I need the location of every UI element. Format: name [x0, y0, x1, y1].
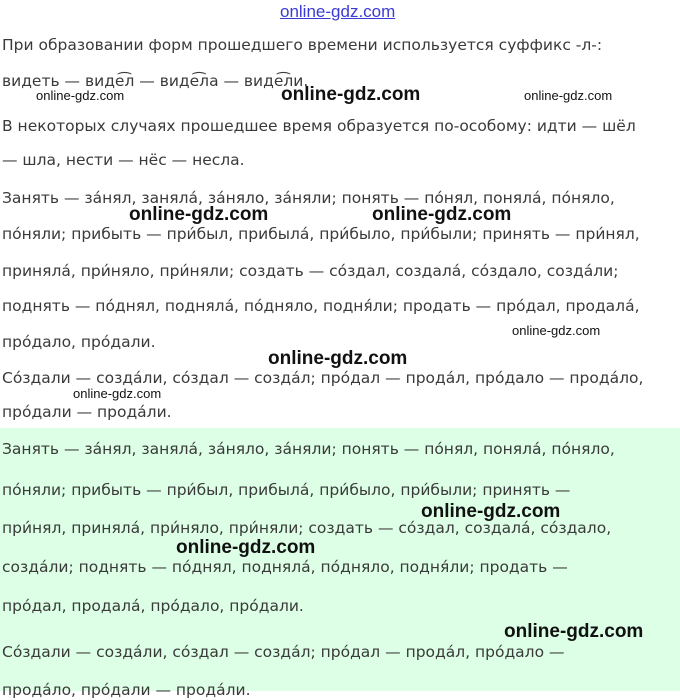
text-line: — шла, нести — нёс — несла.	[2, 151, 245, 169]
watermark: online-gdz.com	[372, 204, 512, 225]
watermark: online-gdz.com	[524, 88, 613, 103]
answer-line: про́дал, продала́, про́дало, про́дали.	[2, 597, 304, 615]
watermark: online-gdz.com	[281, 84, 421, 105]
answer-line: Занять — за́нял, заняла́, за́няло, за́няли; понять — по́нял, поняла́, по́няло,	[2, 440, 615, 458]
text-line: про́дали — прода́ли.	[2, 403, 172, 421]
watermark: online-gdz.com	[176, 537, 316, 558]
text-line: Занять — за́нял, заняла́, за́няло, за́няли; понять — по́нял, поняла́, по́няло,	[2, 189, 615, 207]
text-line: Со́здали — созда́ли, со́здал — созда́л; про́дал — прода́л, про́дало — прода́ло,	[2, 369, 644, 387]
watermark: online-gdz.com	[36, 88, 125, 103]
text-line: приняла́, при́няло, при́няли; создать — со́здал, создала́, со́здало, созда́ли;	[2, 262, 619, 280]
text-line: про́дало, про́дали.	[2, 333, 156, 351]
watermark: online-gdz.com	[73, 386, 162, 401]
answer-line: Со́здали — созда́ли, со́здал — созда́л; про́дал — прода́л, про́дало —	[2, 643, 565, 661]
watermark: online-gdz.com	[512, 323, 601, 338]
text-line: видеть — виде͡л — виде͡ла — виде͡ли.	[2, 72, 309, 90]
watermark: online-gdz.com	[129, 204, 269, 225]
watermark: online-gdz.com	[421, 501, 561, 522]
text-line: При образовании форм прошедшего времени используется суффикс -л-:	[2, 36, 603, 54]
answer-line: при́нял, приняла́, при́няло, при́няли; создать — со́здал, создала́, со́здало,	[2, 519, 612, 537]
text-line: поднять — по́днял, подняла́, по́дняло, подня́ли; продать — про́дал, продала́,	[2, 297, 640, 315]
watermark: online-gdz.com	[504, 621, 644, 642]
text-line: В некоторых случаях прошедшее время образуется по-особому: идти — шёл	[2, 117, 636, 135]
text-line: по́няли; прибыть — при́был, прибыла́, при́было, при́были; принять — при́нял,	[2, 225, 640, 243]
watermark-link[interactable]: online-gdz.com	[280, 2, 396, 21]
watermark: online-gdz.com	[268, 348, 408, 369]
answer-line: созда́ли; поднять — по́днял, подняла́, по́дняло, подня́ли; продать —	[2, 558, 568, 576]
answer-line: по́няли; прибыть — при́был, прибыла́, при́было, при́были; принять —	[2, 481, 571, 499]
answer-line: прода́ло, про́дали — прода́ли.	[2, 681, 251, 699]
